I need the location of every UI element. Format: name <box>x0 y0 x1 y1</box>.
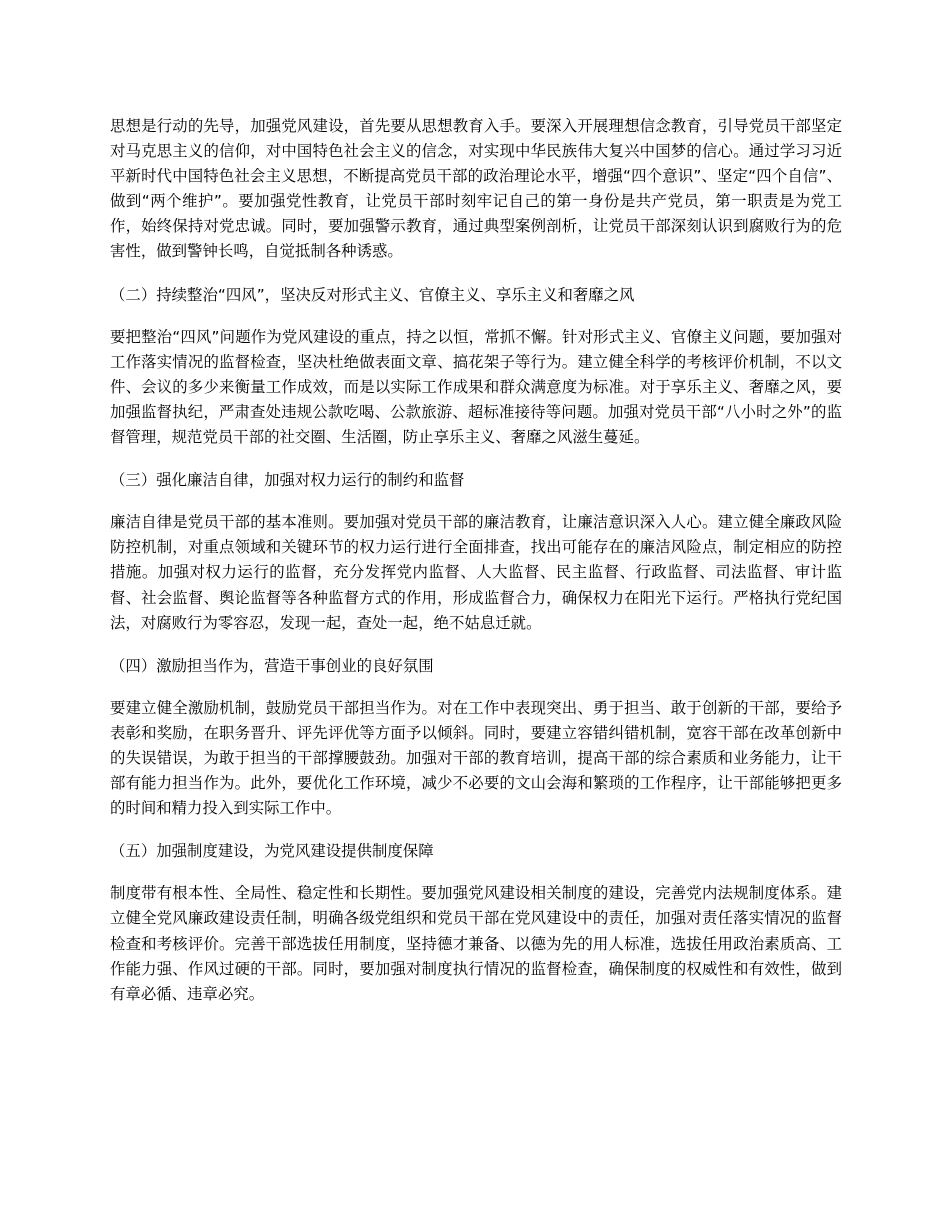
document-text-body <box>110 114 842 1007</box>
paragraph-section-3: 廉洁自律是党员干部的基本准则。要加强对党员干部的廉洁教育，让廉洁意识深入人心。建立健全廉政风险防控机制，对重点领域和关键环节的权力运行进行全面排查，找出可能存在的廉洁风险点，制定相应的防控措施。加强对权力运行的监督，充分发挥党内监督、人大监督、民主监督、行政监督、司法监督、审计监督、社会监督、舆论监督等各种监督方式的作用，形成监督合力，确保权力在阳光下运行。严格执行党纪国法，对腐败行为零容忍，发现一起，查处一起，绝不姑息迁就。 <box>110 513 842 632</box>
paragraph-section-2: 要把整治“四风”问题作为党风建设的重点，持之以恒，常抓不懈。针对形式主义、官僚主义问题，要加强对工作落实情况的监督检查，坚决杜绝做表面文章、搞花架子等行为。建立健全科学的考核评价机制，不以文件、会议的多少来衡量工作成效，而是以实际工作成果和群众满意度为标准。对于享乐主义、奢靡之风，要加强监督执纪，严肃查处违规公款吃喝、公款旅游、超标准接待等问题。加强对党员干部“八小时之外”的监督管理，规范党员干部的社交圈、生活圈，防止享乐主义、奢靡之风滋生蔓延。 <box>110 327 842 447</box>
paragraph-section-4: 要建立健全激励机制，鼓励党员干部担当作为。对在工作中表现突出、勇于担当、敢于创新的干部，要给予表彰和奖励，在职务晋升、评先评优等方面予以倾斜。同时，要建立容错纠错机制，宽容干部在改革创新中的失误错误，为敢于担当的干部撑腰鼓劲。加强对干部的教育培训，提高干部的综合素质和业务能力，让干部有能力担当作为。此外，要优化工作环境，减少不必要的文山会海和繁琐的工作程序，让干部能够把更多的时间和精力投入到实际工作中。 <box>110 698 842 818</box>
section-heading-5: （五）加强制度建设，为党风建设提供制度保障 <box>110 842 434 861</box>
paragraph-section-5: 制度带有根本性、全局性、稳定性和长期性。要加强党风建设相关制度的建设，完善党内法规制度体系。建立健全党风廉政建设责任制，明确各级党组织和党员干部在党风建设中的责任，加强对责任落实情况的监督检查和考核评价。完善干部选拔任用制度，坚持德才兼备、以德为先的用人标准，选拔任用政治素质高、工作能力强、作风过硬的干部。同时，要加强对制度执行情况的监督检查，确保制度的权威性和有效性，做到有章必循、违章必究。 <box>110 884 842 1003</box>
section-heading-2: （二）持续整治“四风”，坚决反对形式主义、官僚主义、享乐主义和奢靡之风 <box>110 285 635 304</box>
paragraph-intro: 思想是行动的先导，加强党风建设，首先要从思想教育入手。要深入开展理想信念教育，引导党员干部坚定对马克思主义的信仰，对中国特色社会主义的信念，对实现中华民族伟大复兴中国梦的信心。通过学习习近平新时代中国特色社会主义思想，不断提高党员干部的政治理论水平，增强“四个意识”、坚定“四个自信”、做到“两个维护”。要加强党性教育，让党员干部时刻牢记自己的第一身份是共产党员，第一职责是为党工作，始终保持对党忠诚。同时，要加强警示教育，通过典型案例剖析，让党员干部深刻认识到腐败行为的危害性，做到警钟长鸣，自觉抵制各种诱惑。 <box>110 117 842 261</box>
section-heading-3: （三）强化廉洁自律，加强对权力运行的制约和监督 <box>110 471 465 490</box>
section-heading-4: （四）激励担当作为，营造干事创业的良好氛围 <box>110 656 434 675</box>
